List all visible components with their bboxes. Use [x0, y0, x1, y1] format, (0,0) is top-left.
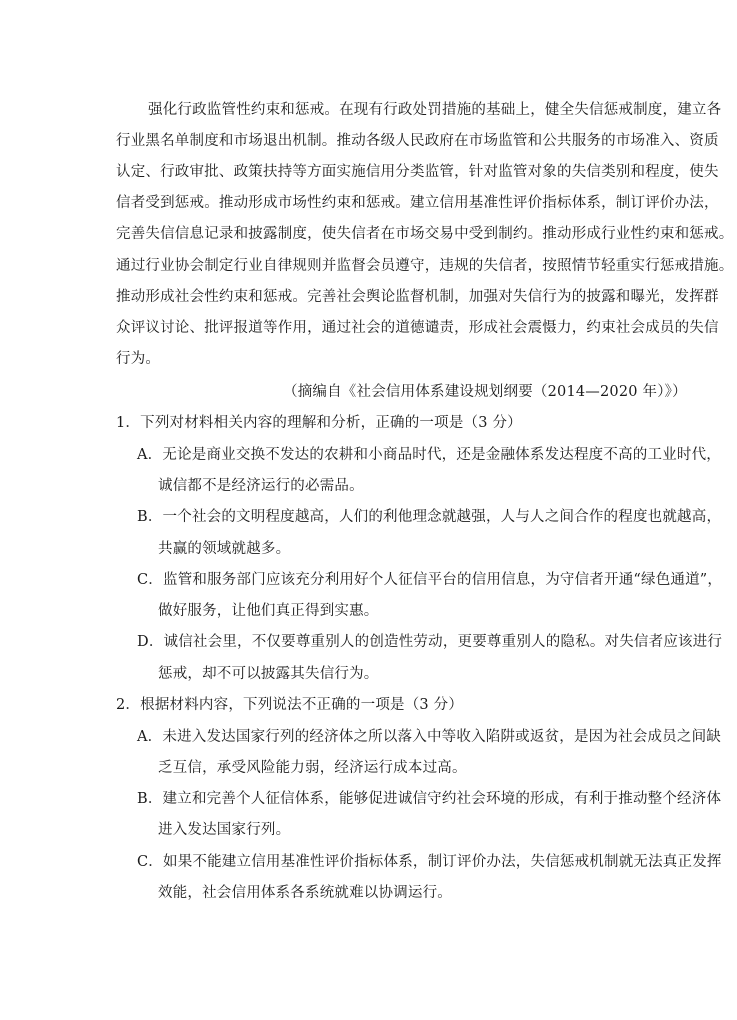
option-a: A．无论是商业交换不发达的农耕和小商品时代，还是金融体系发达程度不高的工业时代，	[137, 447, 721, 463]
passage-line: 推动形成社会性约束和惩戒。完善社会舆论监督机制，加强对失信行为的披露和曝光，发挥群	[116, 289, 719, 305]
option-a-continued: 诚信都不是经济运行的必需品。	[158, 478, 364, 494]
option-b-continued: 进入发达国家行列。	[158, 822, 291, 838]
passage-source: （摘编自《社会信用体系建设规划纲要（2014—2020 年）》）	[283, 384, 687, 400]
option-b-continued: 共赢的领域就越多。	[158, 541, 291, 557]
question-stem: 1．下列对材料相关内容的理解和分析，正确的一项是（3 分）	[116, 415, 522, 431]
passage-line: 行为。	[116, 351, 161, 367]
option-a: A．未进入发达国家行列的经济体之所以落入中等收入陷阱或返贫，是因为社会成员之间缺	[137, 729, 721, 745]
option-b: B．建立和完善个人征信体系，能够促进诚信守约社会环境的形成，有利于推动整个经济体	[137, 791, 722, 807]
option-c: C．监管和服务部门应该充分利用好个人征信平台的信用信息，为守信者开通“绿色通道”，	[137, 572, 723, 588]
option-b: B．一个社会的文明程度越高，人们的利他理念就越强，人与人之间合作的程度也就越高，	[137, 509, 722, 525]
option-c-continued: 效能，社会信用体系各系统就难以协调运行。	[158, 885, 452, 901]
passage-line: 强化行政监管性约束和惩戒。在现有行政处罚措施的基础上，健全失信惩戒制度，建立各	[148, 102, 722, 118]
option-c: C．如果不能建立信用基准性评价指标体系，制订评价办法，失信惩戒机制就无法真正发挥	[137, 854, 722, 870]
option-d-continued: 惩戒，却不可以披露其失信行为。	[158, 666, 379, 682]
passage-line: 通过行业协会制定行业自律规则并监督会员遵守，违规的失信者，按照情节轻重实行惩戒措施。	[116, 258, 734, 274]
passage-line: 行业黑名单制度和市场退出机制。推动各级人民政府在市场监管和公共服务的市场准入、资质	[116, 133, 719, 149]
question-stem: 2．根据材料内容，下列说法不正确的一项是（3 分）	[116, 697, 464, 713]
option-a-continued: 乏互信，承受风险能力弱，经济运行成本过高。	[158, 760, 467, 776]
passage-line: 信者受到惩戒。推动形成市场性约束和惩戒。建立信用基准性评价指标体系，制订评价办法，	[116, 195, 719, 211]
option-c-continued: 做好服务，让他们真正得到实惠。	[158, 603, 379, 619]
passage-line: 完善失信信息记录和披露制度，使失信者在市场交易中受到制约。推动形成行业性约束和惩戒。	[116, 226, 734, 242]
passage-line: 众评议讨论、批评报道等作用，通过社会的道德谴责，形成社会震慑力，约束社会成员的失信	[116, 320, 719, 336]
option-d: D．诚信社会里，不仅要尊重别人的创造性劳动，更要尊重别人的隐私。对失信者应该进行	[137, 634, 723, 650]
passage-line: 认定、行政审批、政策扶持等方面实施信用分类监管，针对监管对象的失信类别和程度，使失	[116, 164, 719, 180]
